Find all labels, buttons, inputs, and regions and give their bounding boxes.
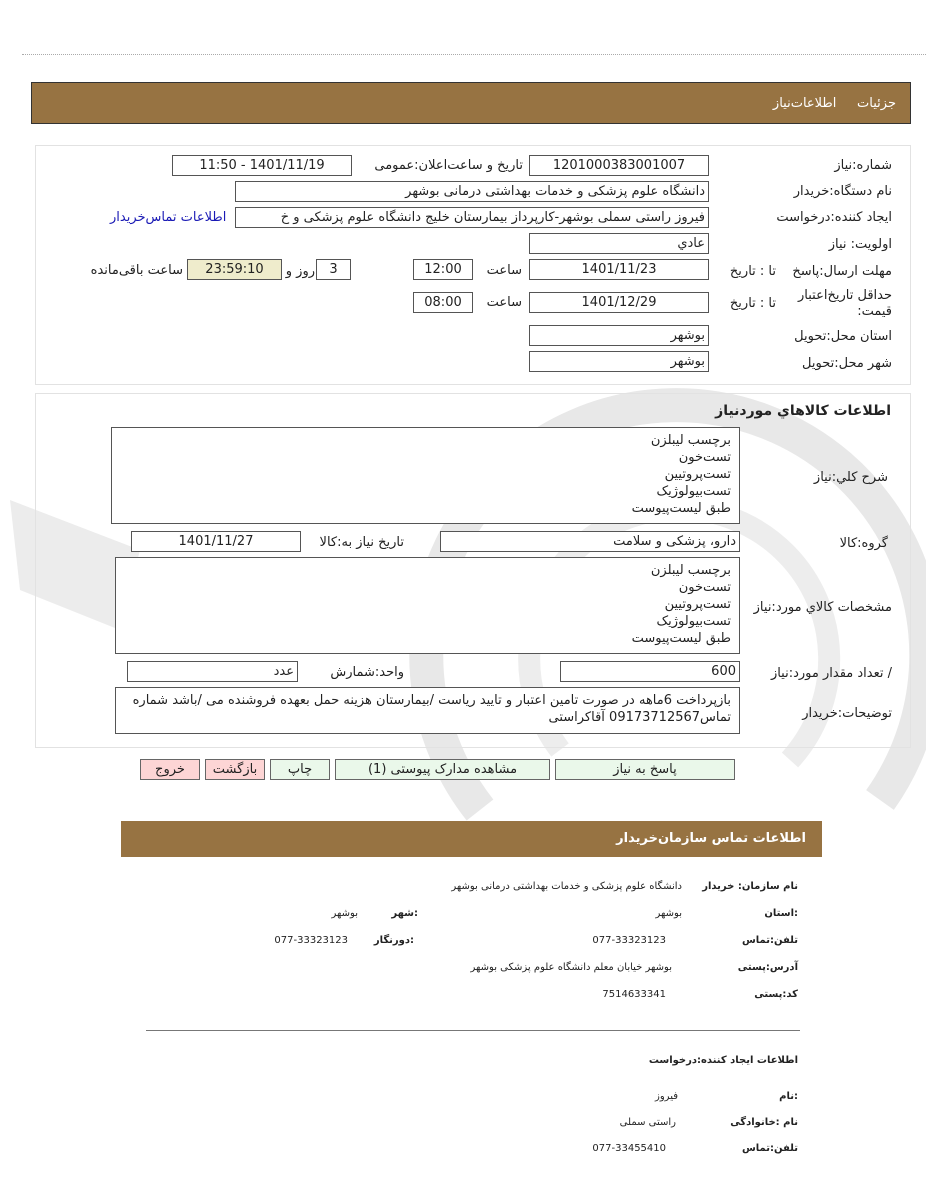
deadline-time-label: ساعت	[486, 263, 522, 278]
contact-city-value: بوشهر	[331, 908, 358, 919]
remaining-label: ساعت باقی‌مانده	[90, 263, 183, 278]
creator-name-label: :نام	[779, 1091, 798, 1102]
announce-label: تاریخ و ساعت‌اعلان:عمومی	[374, 158, 523, 173]
attachments-button[interactable]: مشاهده مدارک پیوستی (1)	[335, 759, 550, 780]
deadline-to-date-label: تا : تاریخ	[729, 264, 776, 279]
buyer-label: نام دستگاه:خریدار	[793, 184, 892, 199]
specs-textarea: برچسب لیبلزن تست‌خون تست‌پروتیین تست‌بیولوژیک طبق لیست‌پیوست	[115, 557, 740, 654]
group-label: گروه:کالا	[839, 536, 888, 551]
org-label: نام سازمان: خریدار	[702, 881, 798, 892]
buyer-contact-link[interactable]: اطلاعات تماس‌خریدار	[110, 210, 227, 225]
validity-to-date-label: تا : تاریخ	[729, 296, 776, 311]
contact-divider	[146, 1030, 800, 1031]
header-tabs	[773, 96, 896, 111]
validity-time-field: 08:00	[413, 292, 473, 313]
tab-need-info[interactable]: اطلاعات‌نیاز	[772, 96, 837, 111]
goods-title: اطلاعات کالاهاي موردنياز	[715, 403, 891, 419]
need-date-field: 1401/11/27	[131, 531, 301, 552]
announce-field: 1401/11/19 - 11:50	[172, 155, 352, 176]
postal-value: 7514633341	[602, 989, 666, 1000]
validity-label-2: قیمت:	[857, 304, 892, 319]
contact-city-label: :شهر	[391, 908, 418, 919]
creator-phone-label: تلفن:تماس	[741, 1143, 798, 1154]
creator-family-value: راستی سملی	[619, 1117, 676, 1128]
need-number-label: شماره:نیاز	[834, 158, 892, 173]
notes-label: توضیحات:خریدار	[802, 706, 892, 721]
summary-label: شرح کلي:نياز	[813, 470, 888, 485]
contact-phone-value: 077-33323123	[592, 935, 666, 946]
summary-textarea: برچسب لیبلزن تست‌خون تست‌پروتیین تست‌بیولوژیک طبق لیست‌پیوست	[111, 427, 740, 524]
address-value: بوشهر خیابان معلم دانشگاه علوم پزشکی بوشهر	[470, 962, 672, 973]
province-label: استان محل:تحویل	[794, 329, 892, 344]
exit-button[interactable]: خروج	[140, 759, 200, 780]
creator-name-value: فیروز	[655, 1091, 678, 1102]
contact-phone-label: تلفن:تماس	[741, 935, 798, 946]
priority-field: عادي	[529, 233, 709, 254]
org-value: دانشگاه علوم پزشکی و خدمات بهداشتی درمانی بوشهر	[451, 881, 682, 892]
postal-label: کد:پستی	[754, 989, 798, 1000]
reply-button[interactable]: پاسخ به نیاز	[555, 759, 735, 780]
group-field: دارو، پزشکی و سلامت	[440, 531, 740, 552]
creator-label: ایجاد کننده:درخواست	[776, 210, 892, 225]
contact-title: اطلاعات تماس سازمان‌خریدار	[616, 831, 806, 846]
unit-field: عدد	[127, 661, 298, 682]
creator-field: فیروز راستی سملی بوشهر-کارپرداز بیمارستان خلیج دانشگاه علوم پزشکی و خ	[235, 207, 709, 228]
contact-province-label: :استان	[764, 908, 798, 919]
print-button[interactable]: چاپ	[270, 759, 330, 780]
address-label: آدرس:پستی	[737, 962, 798, 973]
province-field: بوشهر	[529, 325, 709, 346]
city-label: شهر محل:تحویل	[802, 356, 892, 371]
buyer-field: دانشگاه علوم پزشکی و خدمات بهداشتی درمانی بوشهر	[235, 181, 709, 202]
fax-label: :دورنگار	[373, 935, 414, 946]
remaining-days-field: 3	[316, 259, 351, 280]
city-field: بوشهر	[529, 351, 709, 372]
creator-family-label: نام :خانوادگی	[730, 1117, 798, 1128]
deadline-date-field: 1401/11/23	[529, 259, 709, 280]
top-divider	[22, 54, 926, 55]
unit-label: واحد:شمارش	[330, 665, 404, 680]
specs-label: مشخصات کالاي مورد:نياز	[753, 600, 892, 615]
deadline-time-field: 12:00	[413, 259, 473, 280]
creator-phone-value: 077-33455410	[592, 1143, 666, 1154]
deadline-label: مهلت ارسال:پاسخ	[792, 264, 892, 279]
notes-textarea: بازپرداخت 6ماهه در صورت تامین اعتبار و تایید ریاست /بیمارستان هزینه حمل بعهده فروشنده می /باشد شماره تماس09173712567 آقاکراستی	[115, 687, 740, 734]
validity-time-label: ساعت	[486, 295, 522, 310]
validity-label-1: حداقل تاریخ‌اعتبار	[798, 288, 892, 303]
page-header	[31, 82, 911, 124]
contact-header	[121, 821, 822, 857]
fax-value: 077-33323123	[274, 935, 348, 946]
creator-section-title: اطلاعات ایجاد کننده:درخواست	[648, 1055, 798, 1066]
remaining-time-field: 23:59:10	[187, 259, 282, 280]
days-label: روز و	[285, 264, 315, 279]
need-date-label: تاریخ نیاز به:کالا	[319, 535, 404, 550]
tab-details[interactable]: جزئیات	[857, 96, 896, 111]
qty-label: / تعداد مقدار مورد:نیاز	[770, 666, 892, 681]
contact-province-value: بوشهر	[655, 908, 682, 919]
back-button[interactable]: بازگشت	[205, 759, 265, 780]
need-number-field: 1201000383001007	[529, 155, 709, 176]
qty-field: 600	[560, 661, 740, 682]
priority-label: اولویت: نیاز	[828, 237, 892, 252]
validity-date-field: 1401/12/29	[529, 292, 709, 313]
